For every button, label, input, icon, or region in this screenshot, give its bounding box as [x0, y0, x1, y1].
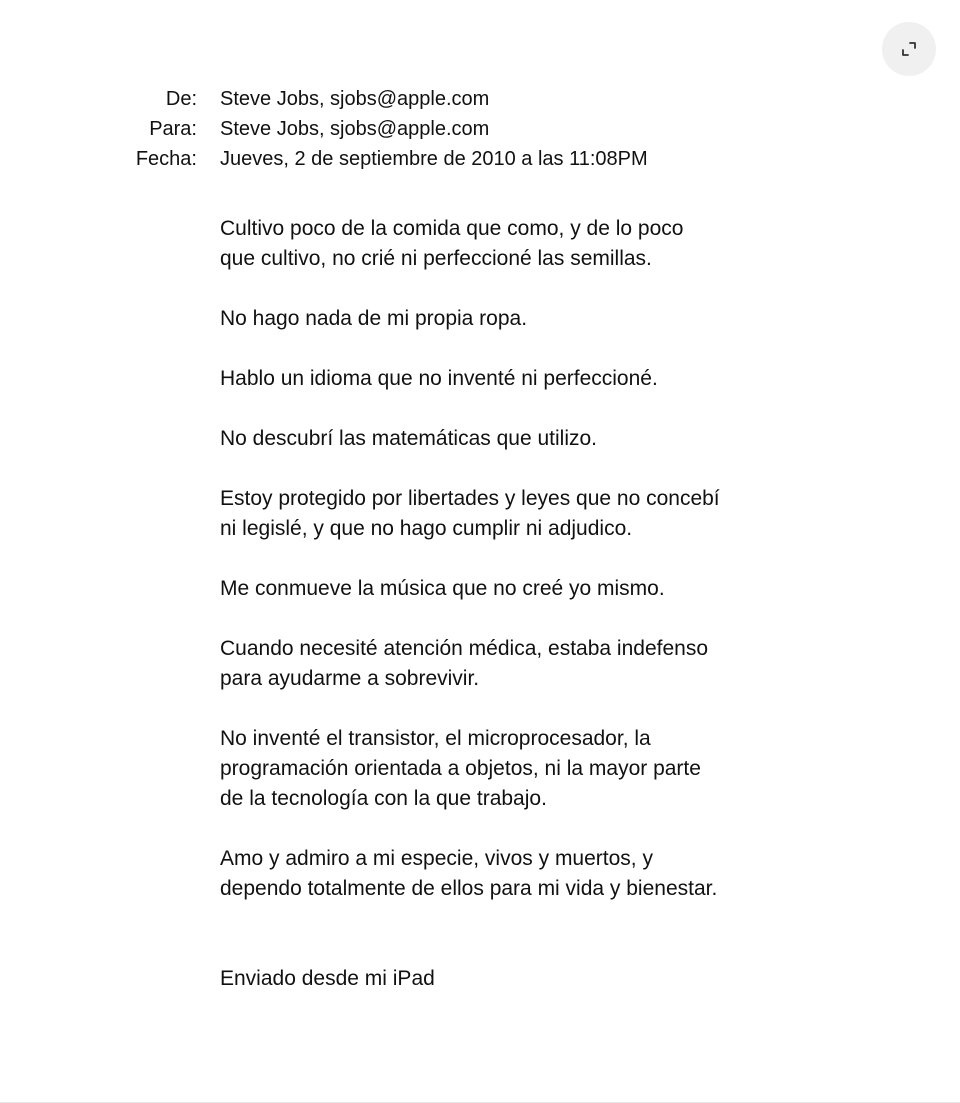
body-line: No inventé el transistor, el microprocesador, la	[220, 727, 651, 750]
body-line: No hago nada de mi propia ropa.	[220, 307, 528, 330]
expand-icon	[899, 39, 919, 59]
body-line: programación orientada a objetos, ni la mayor parte	[220, 757, 701, 780]
body-line: de la tecnología con la que trabajo.	[220, 787, 547, 810]
body-line: para ayudarme a sobrevivir.	[220, 667, 480, 690]
body-line: Cultivo poco de la comida que como, y de lo poco	[220, 217, 684, 240]
body-paragraph	[220, 634, 840, 694]
body-paragraph	[220, 844, 840, 904]
to-value: Steve Jobs, sjobs@apple.com	[220, 118, 490, 140]
body-paragraph	[220, 214, 840, 274]
email-signature: Enviado desde mi iPad	[220, 967, 435, 990]
body-paragraph	[220, 484, 840, 544]
body-line: Cuando necesité atención médica, estaba indefenso	[220, 637, 709, 660]
header-row-to	[0, 114, 960, 144]
from-value: Steve Jobs, sjobs@apple.com	[220, 88, 490, 110]
body-line: Amo y admiro a mi especie, vivos y muertos, y	[220, 847, 653, 870]
body-paragraph	[220, 304, 840, 334]
body-line: dependo totalmente de ellos para mi vida y bienestar.	[220, 877, 718, 900]
header-row-from	[0, 84, 960, 114]
body-paragraph	[220, 424, 840, 454]
body-line: Me conmueve la música que no creé yo mismo.	[220, 577, 665, 600]
to-label: Para:	[149, 118, 197, 140]
from-label: De:	[165, 88, 197, 110]
body-paragraph	[220, 574, 840, 604]
email-body	[220, 214, 840, 994]
date-value: Jueves, 2 de septiembre de 2010 a las 11:08PM	[220, 148, 648, 170]
body-paragraph	[220, 724, 840, 814]
email-header	[0, 84, 960, 174]
body-paragraph	[220, 364, 840, 394]
expand-button[interactable]	[882, 22, 936, 76]
body-line: Hablo un idioma que no inventé ni perfeccioné.	[220, 367, 658, 390]
body-line: que cultivo, no crié ni perfeccioné las semillas.	[220, 247, 652, 270]
body-line: ni legislé, y que no hago cumplir ni adjudico.	[220, 517, 633, 540]
date-label: Fecha:	[135, 148, 197, 170]
body-line: Estoy protegido por libertades y leyes que no concebí	[220, 487, 720, 510]
body-line: No descubrí las matemáticas que utilizo.	[220, 427, 598, 450]
header-row-date	[0, 144, 960, 174]
